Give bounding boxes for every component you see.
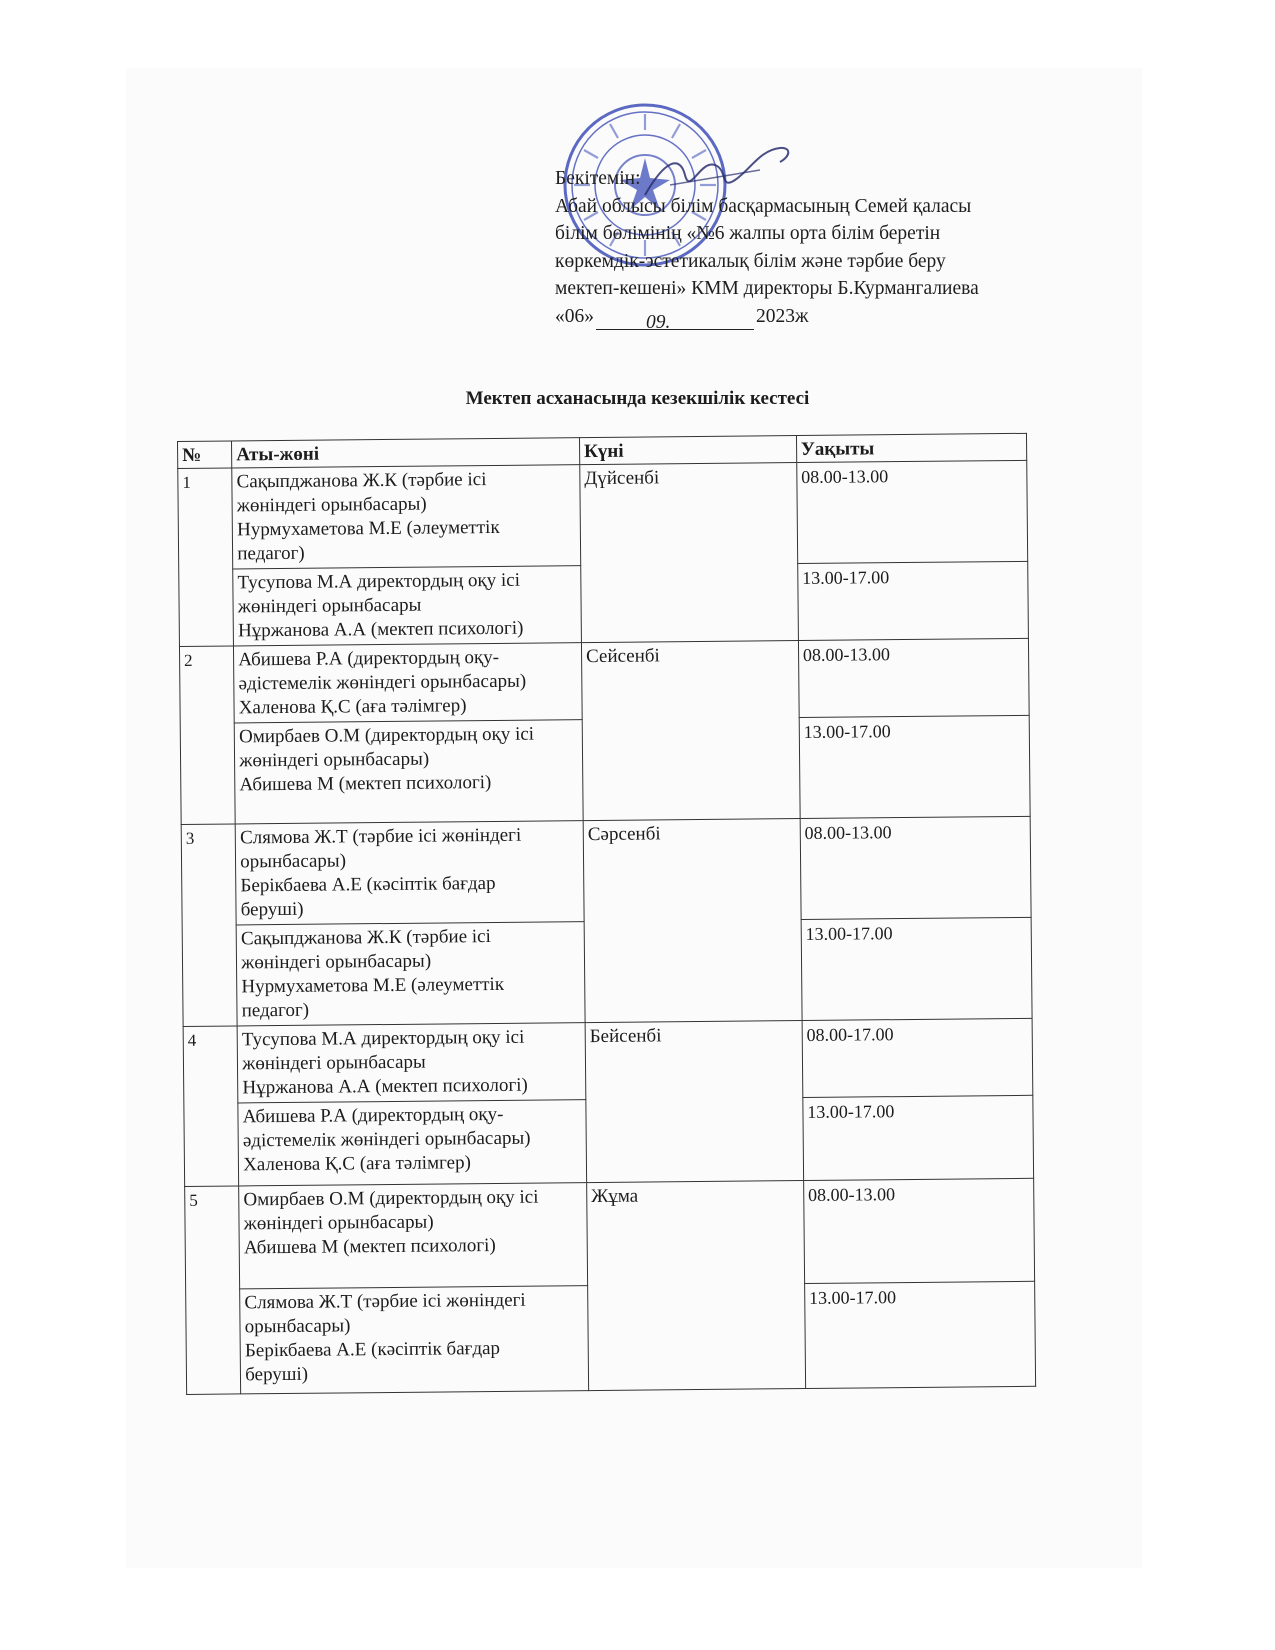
duty-day-cell: Сейсенбі bbox=[581, 641, 800, 821]
duty-time-cell bbox=[801, 917, 1032, 1020]
duty-names-cell bbox=[232, 465, 581, 569]
duty-name-line: Сақыпджанова Ж.К (тәрбие ісі bbox=[236, 469, 487, 493]
duty-name-line: Абишева Р.А (директордың оқу- bbox=[242, 1103, 504, 1128]
duty-time-cell bbox=[804, 1281, 1035, 1388]
approval-date bbox=[555, 303, 1075, 331]
duty-name-line: Омирбаев О.М (директордың оқу ісі bbox=[243, 1186, 539, 1211]
duty-name-line: жөніндегі орынбасары) bbox=[241, 950, 432, 974]
duty-time-cell bbox=[803, 1178, 1034, 1283]
duty-names-cell bbox=[233, 566, 582, 646]
duty-time-cell bbox=[803, 1095, 1034, 1180]
row-number: 5 bbox=[185, 1186, 241, 1395]
duty-time-value: 13.00-17.00 bbox=[805, 923, 893, 944]
duty-name-line: Нұржанова А.А (мектеп психологі) bbox=[242, 1074, 528, 1099]
duty-name-line: Нурмухаметова М.Е (әлеуметтік bbox=[241, 973, 505, 998]
duty-name-line: орынбасары) bbox=[244, 1315, 351, 1338]
duty-day-cell: Бейсенбі bbox=[585, 1021, 803, 1183]
duty-name-line: Сақыпджанова Ж.К (тәрбие ісі bbox=[240, 926, 491, 950]
duty-name-line: Нұржанова А.А (мектеп психологі) bbox=[237, 617, 524, 642]
header-number: № bbox=[178, 441, 232, 469]
duty-name-line: Тусупова М.А директордың оқу ісі bbox=[237, 569, 521, 594]
duty-names-cell bbox=[235, 821, 584, 925]
duty-names-cell bbox=[234, 720, 583, 824]
duty-time-cell bbox=[799, 715, 1030, 818]
duty-time-value: 08.00-13.00 bbox=[804, 822, 892, 843]
duty-time-value: 08.00-17.00 bbox=[806, 1024, 894, 1045]
duty-name-line: беруші) bbox=[245, 1363, 309, 1386]
table-row bbox=[179, 638, 1029, 723]
duty-name-line: жөніндегі орынбасары) bbox=[239, 748, 430, 772]
duty-name-line: жөніндегі орынбасары bbox=[237, 594, 422, 618]
duty-time-cell bbox=[798, 638, 1029, 717]
duty-name-line: жөніндегі орынбасары) bbox=[243, 1211, 434, 1235]
row-number: 1 bbox=[178, 468, 234, 647]
duty-name-line: Халенова Қ.С (аға тәлімгер) bbox=[243, 1152, 471, 1176]
duty-day-cell: Сәрсенбі bbox=[583, 819, 802, 1023]
duty-name-line: Слямова Ж.Т (тәрбие ісі жөніндегі bbox=[239, 824, 522, 849]
duty-name-line: Берікбаева А.Е (кәсіптік бағдар bbox=[240, 872, 496, 897]
approval-line-1: Абай облысы білім басқармасының Семей қаласы bbox=[555, 195, 972, 217]
duty-names-cell bbox=[237, 1023, 586, 1103]
table-row bbox=[183, 1018, 1033, 1103]
duty-names-cell bbox=[239, 1183, 588, 1289]
duty-name-line: Берікбаева А.Е (кәсіптік бағдар bbox=[244, 1337, 501, 1362]
table-body bbox=[178, 460, 1036, 1394]
duty-name-line: педагог) bbox=[241, 999, 310, 1022]
header-name: Аты-жөні bbox=[232, 438, 580, 468]
duty-time-cell bbox=[798, 561, 1029, 640]
approval-line-3: көркемдік-эстетикалық білім және тәрбие беру bbox=[555, 250, 946, 272]
duty-time-value: 08.00-13.00 bbox=[807, 1184, 896, 1205]
duty-time-value: 08.00-13.00 bbox=[802, 644, 891, 666]
approval-block bbox=[555, 165, 1075, 333]
duty-day-cell: Дүйсенбі bbox=[580, 463, 799, 643]
table-row bbox=[185, 1178, 1035, 1289]
duty-time-cell bbox=[800, 816, 1031, 919]
approval-date-month: 09. bbox=[646, 312, 671, 333]
duty-name-line: Абишева М (мектеп психологі) bbox=[239, 771, 492, 796]
duty-time-cell bbox=[802, 1018, 1033, 1097]
duty-name-line: жөніндегі орынбасары bbox=[242, 1051, 426, 1075]
duty-time-cell bbox=[797, 460, 1028, 563]
duty-names-cell bbox=[238, 1100, 587, 1186]
duty-time-value: 13.00-17.00 bbox=[807, 1101, 895, 1122]
approval-label: Бекітемін: bbox=[555, 168, 641, 189]
duty-name-line: беруші) bbox=[240, 898, 304, 921]
row-number: 3 bbox=[181, 824, 237, 1027]
duty-name-line: Халенова Қ.С (аға тәлімгер) bbox=[238, 695, 467, 719]
duty-time-value: 13.00-17.00 bbox=[803, 721, 891, 742]
duty-name-line: орынбасары) bbox=[240, 850, 347, 873]
table-row bbox=[181, 816, 1031, 925]
approval-date-day: «06» bbox=[555, 305, 594, 327]
approval-date-blank bbox=[596, 309, 754, 333]
duty-name-line: Нурмухаметова М.Е (әлеуметтік bbox=[236, 516, 500, 541]
duty-name-line: Тусупова М.А директордың оқу ісі bbox=[241, 1026, 525, 1051]
row-number: 2 bbox=[179, 646, 235, 825]
duty-name-line: әдістемелік жөніндегі орынбасары) bbox=[238, 670, 527, 695]
duty-time-value: 08.00-13.00 bbox=[801, 466, 889, 488]
duty-name-line: Абишева Р.А (директордың оқу- bbox=[238, 646, 500, 671]
duty-name-line: жөніндегі орынбасары) bbox=[236, 493, 427, 517]
duty-name-line: Омирбаев О.М (директордың оқу ісі bbox=[238, 723, 535, 748]
duty-names-cell bbox=[234, 643, 583, 723]
table-row bbox=[178, 460, 1028, 569]
duty-name-line: әдістемелік жөніндегі орынбасары) bbox=[242, 1127, 531, 1152]
row-number: 4 bbox=[183, 1026, 239, 1187]
duty-day-cell: Жұма bbox=[587, 1181, 806, 1391]
duty-time-value: 13.00-17.00 bbox=[808, 1287, 897, 1308]
approval-date-year: 2023ж bbox=[756, 305, 809, 327]
duty-time-value: 13.00-17.00 bbox=[802, 567, 890, 589]
duty-name-line: Абишева М (мектеп психологі) bbox=[243, 1234, 496, 1259]
duty-name-line: Слямова Ж.Т (тәрбие ісі жөніндегі bbox=[244, 1289, 526, 1314]
duty-name-line: педагог) bbox=[237, 542, 305, 565]
approval-line-4: мектеп-кешені» КММ директоры Б.Курмангалиева bbox=[555, 278, 979, 299]
duty-names-cell bbox=[236, 922, 585, 1026]
document-title: Мектеп асханасында кезекшілік кестесі bbox=[465, 388, 810, 409]
approval-line-2: білім бөлімінің «№6 жалпы орта білім беретін bbox=[555, 223, 941, 244]
duty-schedule-table bbox=[177, 433, 1036, 1395]
duty-names-cell bbox=[240, 1286, 589, 1394]
header-time: Уақыты bbox=[796, 433, 1026, 462]
header-day: Күні bbox=[579, 436, 796, 465]
